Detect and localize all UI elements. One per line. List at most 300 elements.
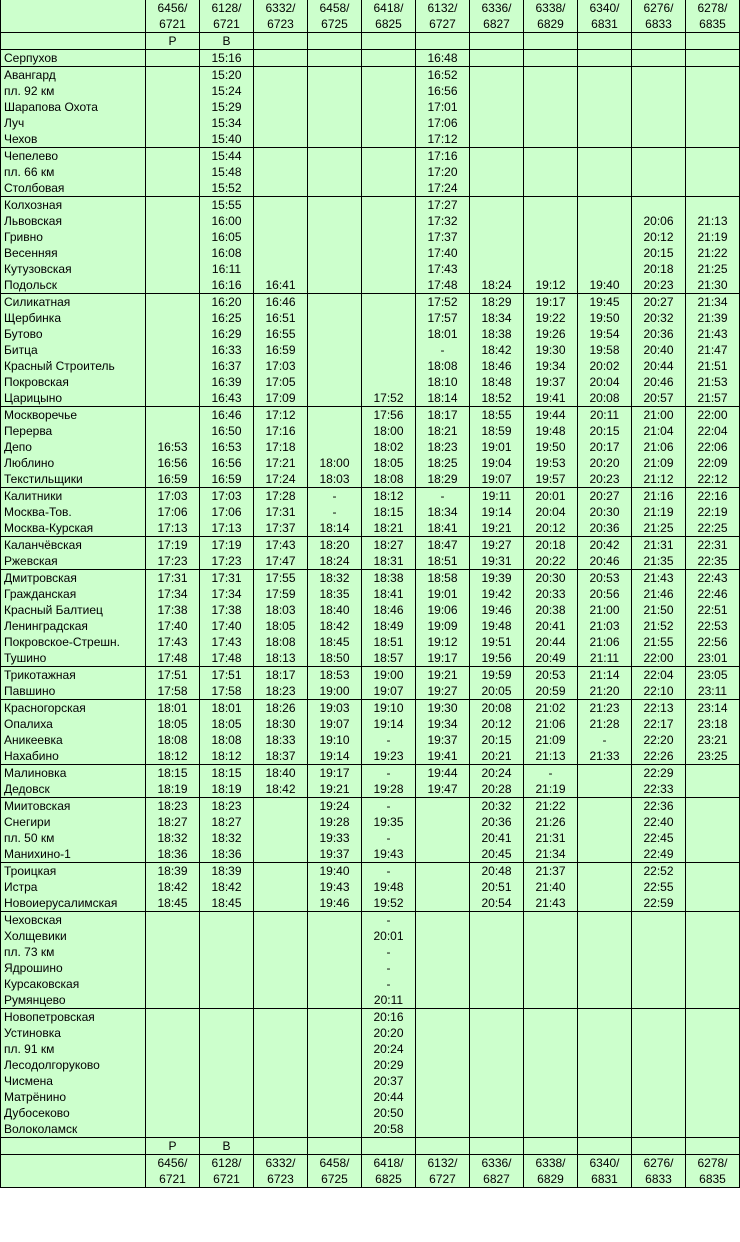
departure-time: 17:03 [200, 488, 254, 505]
departure-time [308, 1073, 362, 1089]
station-name: Битца [1, 342, 146, 358]
station-name: Перерва [1, 423, 146, 439]
departure-time: 21:50 [632, 602, 686, 618]
departure-time: 22:06 [686, 439, 740, 455]
departure-time: 17:09 [254, 390, 308, 407]
departure-time: 19:06 [416, 602, 470, 618]
departure-time [254, 115, 308, 131]
departure-time [578, 798, 632, 815]
departure-time [632, 67, 686, 84]
departure-time: 17:48 [200, 650, 254, 667]
departure-time [470, 1073, 524, 1089]
departure-time [524, 99, 578, 115]
station-name: Люблино [1, 455, 146, 471]
departure-time [578, 180, 632, 197]
departure-time: 16:37 [200, 358, 254, 374]
departure-time: 22:36 [632, 798, 686, 815]
departure-time: 18:45 [200, 895, 254, 912]
departure-time [308, 1105, 362, 1121]
departure-time: 15:44 [200, 148, 254, 165]
departure-time [524, 960, 578, 976]
departure-time [578, 115, 632, 131]
departure-time: 17:03 [146, 488, 200, 505]
departure-time [308, 310, 362, 326]
departure-time: 20:36 [470, 814, 524, 830]
departure-time [254, 245, 308, 261]
departure-time [308, 1089, 362, 1105]
departure-time [524, 148, 578, 165]
station-row [1, 570, 740, 587]
header-blank-cell [1, 1171, 146, 1188]
departure-time: 18:21 [416, 423, 470, 439]
departure-time [524, 1041, 578, 1057]
departure-time [632, 1041, 686, 1057]
train-mark-cell [308, 1138, 362, 1155]
station-row [1, 781, 740, 798]
departure-time: 20:50 [362, 1105, 416, 1121]
station-name: Покровское-Стрешн. [1, 634, 146, 650]
station-name: Гражданская [1, 586, 146, 602]
departure-time: 19:01 [470, 439, 524, 455]
station-row [1, 164, 740, 180]
departure-time [524, 1121, 578, 1138]
train-mark-cell: Р [146, 33, 200, 50]
departure-time: 17:31 [200, 570, 254, 587]
departure-time [416, 928, 470, 944]
departure-time [416, 1041, 470, 1057]
departure-time [146, 342, 200, 358]
train-number-cell: 6833 [632, 16, 686, 33]
departure-time [578, 1057, 632, 1073]
departure-time [200, 960, 254, 976]
departure-time: 16:16 [200, 277, 254, 294]
station-name: Львовская [1, 213, 146, 229]
station-row [1, 976, 740, 992]
departure-time: 23:18 [686, 716, 740, 732]
departure-time: 20:22 [524, 553, 578, 570]
station-row [1, 748, 740, 765]
departure-time [362, 99, 416, 115]
station-row [1, 863, 740, 880]
departure-time: 22:31 [686, 537, 740, 554]
train-number-cell: 6332/ [254, 1155, 308, 1172]
station-row [1, 1089, 740, 1105]
departure-time [146, 1073, 200, 1089]
departure-time: 18:36 [200, 846, 254, 863]
train-mark-cell [254, 1138, 308, 1155]
departure-time: 19:41 [524, 390, 578, 407]
station-row [1, 928, 740, 944]
departure-time: 17:37 [254, 520, 308, 537]
departure-time [362, 277, 416, 294]
departure-time [632, 197, 686, 214]
departure-time [470, 261, 524, 277]
station-row [1, 310, 740, 326]
departure-time [632, 944, 686, 960]
station-name: Депо [1, 439, 146, 455]
departure-time [632, 180, 686, 197]
train-mark-cell [416, 1138, 470, 1155]
departure-time: 21:31 [632, 537, 686, 554]
train-number-cell: 6827 [470, 16, 524, 33]
departure-time: 19:00 [362, 667, 416, 684]
departure-time [362, 310, 416, 326]
departure-time [686, 1009, 740, 1026]
departure-time [146, 1025, 200, 1041]
station-row [1, 439, 740, 455]
departure-time: 19:50 [578, 310, 632, 326]
station-row [1, 455, 740, 471]
departure-time [254, 895, 308, 912]
departure-time [470, 1009, 524, 1026]
departure-time [578, 1121, 632, 1138]
departure-time [200, 976, 254, 992]
departure-time: 17:13 [200, 520, 254, 537]
departure-time: 22:25 [686, 520, 740, 537]
departure-time: 18:27 [200, 814, 254, 830]
departure-time [578, 229, 632, 245]
departure-time [416, 798, 470, 815]
station-name: пл. 73 км [1, 944, 146, 960]
station-row [1, 99, 740, 115]
station-name: Новопетровская [1, 1009, 146, 1026]
departure-time [578, 814, 632, 830]
departure-time [686, 180, 740, 197]
departure-time: 16:33 [200, 342, 254, 358]
departure-time [632, 1025, 686, 1041]
departure-time [686, 67, 740, 84]
station-name: Красный Строитель [1, 358, 146, 374]
departure-time: 17:12 [254, 407, 308, 424]
departure-time [524, 67, 578, 84]
station-row [1, 423, 740, 439]
departure-time: 21:03 [578, 618, 632, 634]
departure-time: 21:47 [686, 342, 740, 358]
departure-time: 22:43 [686, 570, 740, 587]
departure-time: 18:17 [416, 407, 470, 424]
train-number-cell: 6278/ [686, 1155, 740, 1172]
departure-time: 20:38 [524, 602, 578, 618]
departure-time [578, 944, 632, 960]
departure-time [416, 814, 470, 830]
departure-time: 18:25 [416, 455, 470, 471]
departure-time: 19:07 [362, 683, 416, 700]
departure-time: 18:17 [254, 667, 308, 684]
departure-time: 21:55 [632, 634, 686, 650]
departure-time: 17:48 [416, 277, 470, 294]
departure-time [146, 992, 200, 1009]
departure-time: 18:13 [254, 650, 308, 667]
departure-time: 20:23 [578, 471, 632, 488]
station-name: Чисмена [1, 1073, 146, 1089]
departure-time: 18:27 [146, 814, 200, 830]
departure-time: 16:20 [200, 294, 254, 311]
station-name: Лесодолгоруково [1, 1057, 146, 1073]
train-mark-cell [362, 33, 416, 50]
station-row [1, 912, 740, 929]
header-row-top [1, 16, 740, 33]
departure-time [146, 1009, 200, 1026]
departure-time: 21:09 [632, 455, 686, 471]
departure-time [578, 863, 632, 880]
station-name: пл. 50 км [1, 830, 146, 846]
departure-time: 22:12 [686, 471, 740, 488]
departure-time: 19:52 [362, 895, 416, 912]
departure-time [146, 1041, 200, 1057]
departure-time: 22:35 [686, 553, 740, 570]
departure-time [686, 83, 740, 99]
departure-time [524, 1009, 578, 1026]
departure-time: 22:52 [632, 863, 686, 880]
departure-time: 20:08 [578, 390, 632, 407]
header-row-top [1, 0, 740, 16]
departure-time: 18:46 [470, 358, 524, 374]
departure-time: 17:55 [254, 570, 308, 587]
departure-time [146, 50, 200, 67]
departure-time: 22:00 [686, 407, 740, 424]
departure-time [524, 261, 578, 277]
departure-time: 15:24 [200, 83, 254, 99]
departure-time [200, 1041, 254, 1057]
departure-time: 20:53 [524, 667, 578, 684]
departure-time: 18:15 [362, 504, 416, 520]
station-name: Москва-Курская [1, 520, 146, 537]
departure-time [578, 164, 632, 180]
departure-time: 17:43 [416, 261, 470, 277]
departure-time: 20:51 [470, 879, 524, 895]
station-name: Дмитровская [1, 570, 146, 587]
departure-time [524, 229, 578, 245]
departure-time: 20:32 [470, 798, 524, 815]
departure-time [686, 976, 740, 992]
departure-time: 17:19 [200, 537, 254, 554]
departure-time: 21:51 [686, 358, 740, 374]
departure-time: 16:52 [416, 67, 470, 84]
departure-time: 21:06 [524, 716, 578, 732]
departure-time: 22:45 [632, 830, 686, 846]
departure-time [578, 67, 632, 84]
departure-time: 17:48 [146, 650, 200, 667]
departure-time: 19:31 [470, 553, 524, 570]
departure-time [308, 245, 362, 261]
departure-time: 20:48 [470, 863, 524, 880]
departure-time [686, 99, 740, 115]
station-name: Ядрошино [1, 960, 146, 976]
departure-time: 22:40 [632, 814, 686, 830]
departure-time: 17:31 [254, 504, 308, 520]
departure-time: 16:29 [200, 326, 254, 342]
departure-time [254, 99, 308, 115]
departure-time: 17:40 [416, 245, 470, 261]
departure-time: 17:06 [146, 504, 200, 520]
station-row [1, 326, 740, 342]
departure-time: 18:34 [416, 504, 470, 520]
departure-time [308, 50, 362, 67]
departure-time: 17:43 [254, 537, 308, 554]
departure-time: 18:38 [362, 570, 416, 587]
departure-time [578, 148, 632, 165]
departure-time [632, 99, 686, 115]
station-name: Чеховская [1, 912, 146, 929]
departure-time [524, 912, 578, 929]
station-row [1, 586, 740, 602]
departure-time [308, 229, 362, 245]
departure-time [470, 992, 524, 1009]
departure-time: 20:16 [362, 1009, 416, 1026]
departure-time [416, 1057, 470, 1073]
station-row [1, 650, 740, 667]
station-row [1, 83, 740, 99]
train-mark-cell [632, 33, 686, 50]
departure-time: 19:34 [524, 358, 578, 374]
departure-time [254, 1121, 308, 1138]
departure-time: 18:45 [146, 895, 200, 912]
departure-time [524, 164, 578, 180]
departure-time [524, 1057, 578, 1073]
departure-time: 21:28 [578, 716, 632, 732]
departure-time: 18:15 [146, 765, 200, 782]
departure-time: 20:54 [470, 895, 524, 912]
departure-time [416, 960, 470, 976]
departure-time [362, 358, 416, 374]
departure-time: 18:08 [416, 358, 470, 374]
departure-time [308, 374, 362, 390]
train-number-cell: 6835 [686, 16, 740, 33]
station-row [1, 700, 740, 717]
departure-time: 17:13 [146, 520, 200, 537]
departure-time: 21:14 [578, 667, 632, 684]
departure-time: 19:46 [470, 602, 524, 618]
departure-time [470, 67, 524, 84]
departure-time: 20:04 [524, 504, 578, 520]
station-row [1, 50, 740, 67]
departure-time: 21:11 [578, 650, 632, 667]
station-name: Чепелево [1, 148, 146, 165]
train-number-cell: 6825 [362, 1171, 416, 1188]
departure-time: 18:08 [200, 732, 254, 748]
departure-time: 22:49 [632, 846, 686, 863]
station-row [1, 504, 740, 520]
departure-time [686, 1057, 740, 1073]
departure-time: 15:20 [200, 67, 254, 84]
station-row [1, 716, 740, 732]
station-name: Луч [1, 115, 146, 131]
departure-time: - [416, 488, 470, 505]
train-number-cell: 6723 [254, 1171, 308, 1188]
departure-time: 21:20 [578, 683, 632, 700]
departure-time [416, 863, 470, 880]
departure-time [470, 928, 524, 944]
departure-time: 16:08 [200, 245, 254, 261]
departure-time: 20:12 [632, 229, 686, 245]
departure-time [308, 407, 362, 424]
departure-time [362, 261, 416, 277]
departure-time: 23:01 [686, 650, 740, 667]
departure-time [254, 960, 308, 976]
departure-time [362, 294, 416, 311]
station-row [1, 358, 740, 374]
departure-time: 18:36 [146, 846, 200, 863]
departure-time [686, 992, 740, 1009]
departure-time [146, 197, 200, 214]
departure-time: 22:59 [632, 895, 686, 912]
departure-time: 18:59 [470, 423, 524, 439]
departure-time: 18:55 [470, 407, 524, 424]
departure-time: 19:07 [308, 716, 362, 732]
departure-time: 17:58 [200, 683, 254, 700]
departure-time [254, 1089, 308, 1105]
departure-time: 19:39 [470, 570, 524, 587]
departure-time: 18:51 [362, 634, 416, 650]
departure-time: 23:11 [686, 683, 740, 700]
departure-time [416, 944, 470, 960]
departure-time: 20:08 [470, 700, 524, 717]
train-mark-cell [362, 1138, 416, 1155]
departure-time: 17:38 [200, 602, 254, 618]
departure-time [686, 944, 740, 960]
departure-time: 18:02 [362, 439, 416, 455]
station-row [1, 634, 740, 650]
departure-time: 18:49 [362, 618, 416, 634]
train-number-cell: 6336/ [470, 1155, 524, 1172]
departure-time: 21:43 [686, 326, 740, 342]
departure-time: 20:36 [578, 520, 632, 537]
station-row [1, 732, 740, 748]
departure-time: 19:48 [362, 879, 416, 895]
departure-time: 20:27 [578, 488, 632, 505]
departure-time [146, 1105, 200, 1121]
station-name: Столбовая [1, 180, 146, 197]
station-name: Тушино [1, 650, 146, 667]
departure-time: 16:11 [200, 261, 254, 277]
departure-time: - [362, 798, 416, 815]
departure-time: 18:40 [254, 765, 308, 782]
departure-time: 19:48 [524, 423, 578, 439]
station-row [1, 846, 740, 863]
departure-time [146, 245, 200, 261]
train-mark-cell [254, 33, 308, 50]
departure-time [632, 1121, 686, 1138]
departure-time: 20:53 [578, 570, 632, 587]
train-number-cell: 6132/ [416, 0, 470, 16]
departure-time: 21:25 [686, 261, 740, 277]
departure-time: 23:21 [686, 732, 740, 748]
departure-time: 21:43 [632, 570, 686, 587]
departure-time [254, 976, 308, 992]
departure-time: 18:19 [146, 781, 200, 798]
departure-time [524, 213, 578, 229]
train-mark-cell: В [200, 1138, 254, 1155]
departure-time: 17:16 [416, 148, 470, 165]
departure-time: 19:04 [470, 455, 524, 471]
departure-time [200, 1089, 254, 1105]
departure-time: 16:56 [200, 455, 254, 471]
departure-time: - [524, 765, 578, 782]
departure-time: 20:32 [632, 310, 686, 326]
departure-time: 19:37 [416, 732, 470, 748]
train-number-cell: 6727 [416, 16, 470, 33]
departure-time: 18:42 [146, 879, 200, 895]
departure-time: 17:37 [416, 229, 470, 245]
departure-time [686, 960, 740, 976]
station-row [1, 1025, 740, 1041]
station-name: Серпухов [1, 50, 146, 67]
departure-time: 21:25 [632, 520, 686, 537]
departure-time: 21:22 [686, 245, 740, 261]
departure-time: 22:55 [632, 879, 686, 895]
departure-time: 18:05 [200, 716, 254, 732]
departure-time: 19:41 [416, 748, 470, 765]
